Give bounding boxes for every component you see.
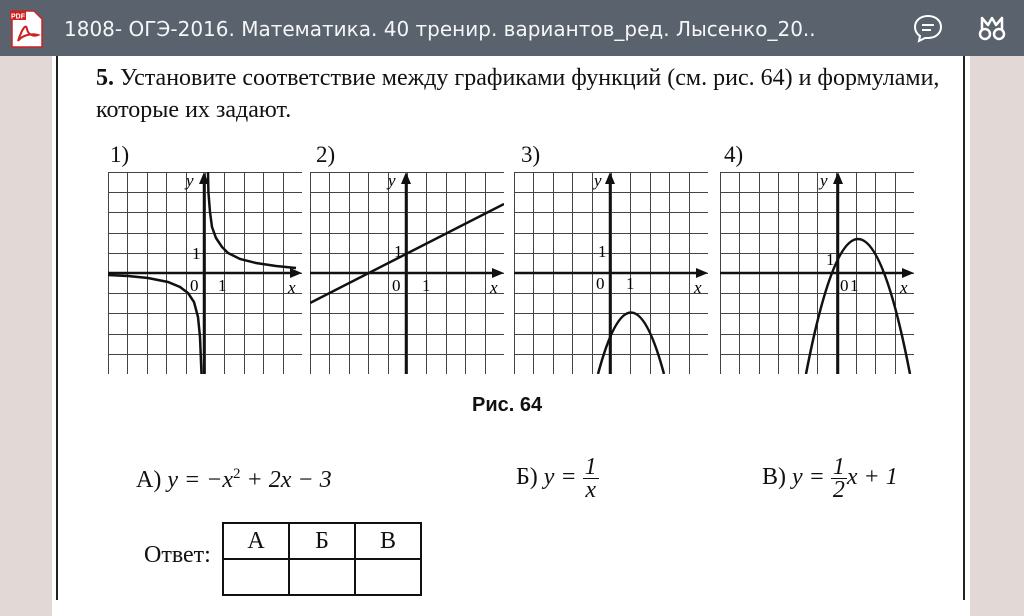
- graph-1-hyperbola: [108, 172, 302, 374]
- formula-a-lhs: y = −x: [167, 467, 234, 493]
- y-unit-label: 1: [394, 242, 403, 261]
- formula-c-denominator: 2: [832, 477, 845, 503]
- answer-header-a: А: [223, 523, 289, 559]
- problem-text: Установите соответствие между графиками функций (см. рис. 64) и формулами, которые их задают.: [96, 65, 940, 123]
- x-axis-label: x: [694, 278, 702, 297]
- y-unit-label: 1: [826, 250, 835, 269]
- y-axis-label: y: [186, 172, 194, 190]
- y-axis-arrow: [833, 172, 843, 184]
- x-axis-arrow: [902, 268, 914, 278]
- x-axis-label: x: [900, 278, 908, 297]
- x-axis-arrow: [696, 268, 708, 278]
- graph-2-line: [310, 172, 504, 374]
- graph-4-parabola: [720, 172, 914, 374]
- formula-c-label: В): [762, 464, 786, 491]
- formula-a-rhs: + 2x − 3: [240, 467, 332, 493]
- answer-header-b: Б: [289, 523, 355, 559]
- formula-a-exponent: 2: [233, 466, 241, 482]
- comment-icon[interactable]: [912, 12, 944, 44]
- formula-c-numerator: 1: [832, 454, 845, 480]
- app-toolbar: [0, 0, 1024, 56]
- graph-3-label: 3): [521, 142, 541, 167]
- graph-3-parabola: [514, 172, 708, 374]
- y-axis-label: y: [388, 172, 396, 190]
- y-unit-label: 1: [598, 242, 607, 261]
- answer-cell-b[interactable]: [289, 559, 355, 595]
- y-axis-label: y: [594, 172, 602, 190]
- origin-label: 0: [596, 274, 605, 293]
- y-axis-label: y: [820, 172, 828, 190]
- y-axis-arrow: [605, 172, 615, 184]
- formula-a: [136, 466, 332, 494]
- formula-b-denominator: x: [585, 477, 596, 503]
- origin-label: 0: [190, 276, 199, 295]
- x-axis-arrow: [492, 268, 504, 278]
- formula-b-lhs: y =: [543, 464, 583, 491]
- x-axis-label: x: [490, 278, 498, 297]
- pdf-icon[interactable]: [8, 9, 46, 49]
- origin-label: 0: [392, 276, 401, 295]
- document-page: [52, 56, 970, 616]
- formula-b: [516, 456, 599, 501]
- graph-2-label: 2): [316, 142, 336, 167]
- formula-b-fraction: [583, 456, 599, 501]
- formula-c-rhs: x + 1: [846, 464, 898, 491]
- pdf-icon-label: PDF: [11, 13, 25, 21]
- document-title: 1808- ОГЭ-2016. Математика. 40 тренир. вариантов_ред. Лысенко_20..: [64, 17, 816, 41]
- graph-1-label: 1): [110, 142, 130, 167]
- graph-4-label: 4): [724, 142, 744, 167]
- formula-b-numerator: 1: [584, 454, 597, 480]
- x-unit-label: 1: [850, 276, 859, 295]
- y-unit-label: 1: [192, 244, 201, 263]
- page-border-right: [963, 56, 965, 600]
- formula-a-label: А): [136, 467, 162, 493]
- formula-c: [762, 456, 898, 501]
- answer-cell-c[interactable]: [355, 559, 421, 595]
- formula-c-lhs: y =: [792, 464, 831, 491]
- figure-caption: Рис. 64: [472, 394, 543, 416]
- x-unit-label: 1: [218, 276, 227, 295]
- answer-cell-a[interactable]: [223, 559, 289, 595]
- formula-c-fraction: [831, 456, 847, 501]
- x-axis-label: x: [288, 278, 296, 297]
- formula-b-label: Б): [516, 464, 538, 491]
- x-axis-arrow: [290, 268, 302, 278]
- x-unit-label: 1: [626, 274, 635, 293]
- y-axis-arrow: [401, 172, 411, 184]
- answer-table: [222, 522, 422, 596]
- curve: [806, 239, 910, 374]
- answer-header-c: В: [355, 523, 421, 559]
- answer-label: Ответ:: [144, 542, 211, 568]
- problem-number: 5.: [96, 65, 114, 91]
- x-unit-label: 1: [422, 276, 431, 295]
- problem-statement: [96, 62, 956, 126]
- curve: [108, 275, 202, 374]
- page-border-left: [56, 56, 58, 600]
- origin-label: 0: [840, 276, 849, 295]
- reading-mode-icon[interactable]: [976, 12, 1008, 44]
